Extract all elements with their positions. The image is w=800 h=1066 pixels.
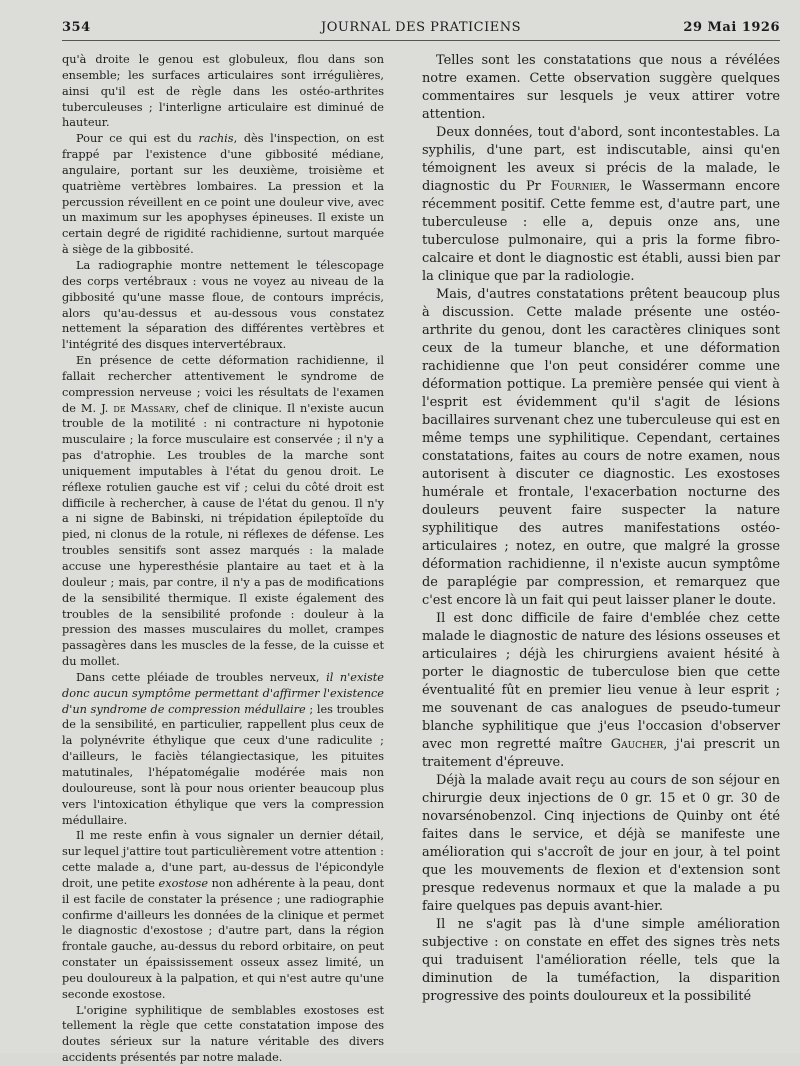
paragraph: qu'à droite le genou est globuleux, flou dans son ensemble; les surfaces articulaires sont irrégulières, ainsi qu'il est de règle dans les ostéo-arthrites tuberculeuses ; l'interligne articulaire est diminué de hauteur. [62, 53, 384, 130]
paragraph: Deux données, tout d'abord, sont incontestables. La syphilis, d'une part, est indiscutable, ainsi qu'en témoignent les aveux si précis de la malade, le diagnostic du Pr Fournier, le Wassermann encore récemment positif. Cette femme est, d'autre part, une tuberculeuse : elle a, depuis onze ans, une tuberculose pulmonaire, qui a pris la forme fibro-calcaire et dont le diagnostic est établi, aussi bien par la clinique que par la radiologie. [422, 125, 780, 284]
author-name: Gaucher [610, 737, 664, 752]
emphasis: exostose [158, 876, 209, 890]
header-rule [62, 40, 780, 41]
page-number: 354 [62, 20, 91, 35]
right-column [422, 52, 780, 1006]
paragraph: Telles sont les constatations que nous a révélées notre examen. Cette observation suggère quelques commentaires sur lesquels je veux attirer votre attention. [422, 53, 780, 122]
paragraph: Déjà la malade avait reçu au cours de son séjour en chirurgie deux injections de 0 gr. 15 et 0 gr. 30 de novarsénobenzol. Cinq injections de Quinby ont été faites dans le service, et déjà se manifeste une amélioration qui s'accroît de jour en jour, à tel point que les mouvements de flexion et d'extension sont presque redevenus normaux et que la malade a pu faire quelques pas depuis avant-hier. [422, 773, 780, 914]
paragraph: Il me reste enfin à vous signaler un dernier détail, sur lequel j'attire tout particulièrement votre attention : cette malade a, d'une part, au-dessus de l'épicondyle droit, une petite exostose non adhérente à la peau, dont il est facile de constater la présence ; une radiographie confirme d'ailleurs les données de la clinique et permet le diagnostic d'exostose ; d'autre part, dans la région frontale gauche, au-dessus du rebord orbitaire, on peut constater un épaississement osseux assez limité, un peu douloureux à la palpation, et qui n'est autre qu'une seconde exostose. [62, 829, 384, 1001]
paragraph: L'origine syphilitique de semblables exostoses est tellement la règle que cette constatation impose des doutes sérieux sur la nature véritable des divers accidents présentés par notre malade. [62, 1003, 384, 1065]
left-column [62, 52, 384, 1066]
emphasis: il n'existe donc aucun symptôme permettant d'affirmer l'existence d'un syndrome de compression médullaire [62, 670, 384, 716]
paragraph: Il ne s'agit pas là d'une simple amélioration subjective : on constate en effet des signes très nets qui traduisent l'amélioration réelle, tels que la diminution de la tuméfaction, la disparition progressive des points douloureux et la possibilité [422, 917, 780, 1004]
paragraph: En présence de cette déformation rachidienne, il fallait rechercher attentivement le syndrome de compression nerveuse ; voici les résultats de l'examen de M. J. de Massary, chef de clinique. Il n'existe aucun trouble de la motilité : ni contracture ni hypotonie musculaire ; la force musculaire est conservée ; il n'y a pas d'atrophie. Les troubles de la marche sont uniquement imputables à l'état du genou droit. Le réflexe rotulien gauche est vif ; celui du côté droit est difficile à rechercher, à cause de l'état du genou. Il n'y a ni signe de Babinski, ni trépidation épileptoïde du pied, ni clonus de la rotule, ni réflexes de défense. Les troubles sensitifs sont assez marqués : la malade accuse une hyperesthésie plantaire au taet et à la douleur ; mais, par contre, il n'y a pas de modifications de la sensibilité thermique. Il existe également des troubles de la sensibilité profonde : douleur à la pression des masses musculaires du mollet, crampes passagères dans les muscles de la fesse, de la cuisse et du mollet. [62, 354, 384, 669]
issue-date: 29 Mai 1926 [683, 20, 780, 35]
author-name: de Massary [113, 401, 176, 415]
paragraph: Il est donc difficile de faire d'emblée chez cette malade le diagnostic de nature des lésions osseuses et articulaires ; déjà les chirurgiens avaient hésité à porter le diagnostic de tuberculose bien que cette éventualité fût en premier lieu venue à leur esprit ; me souvenant de cas analogues de pseudo-tumeur blanche syphilitique que j'eus l'occasion d'observer avec mon regretté maître Gaucher, j'ai prescrit un traitement d'épreuve. [422, 611, 780, 770]
paragraph: Dans cette pléiade de troubles nerveux, il n'existe donc aucun symptôme permettant d'affirmer l'existence d'un syndrome de compression médullaire ; les troubles de la sensibilité, en particulier, rappellent plus ceux de la polynévrite éthylique que ceux d'une radiculite ; d'ailleurs, le faciès télangiectasique, les pituites matutinales, l'hépatomégalie modérée mais non douloureuse, sont là pour nous orienter beaucoup plus vers l'intoxication éthylique que vers la compression médullaire. [62, 670, 384, 827]
emphasis: rachis [198, 132, 234, 146]
paragraph: La radiographie montre nettement le télescopage des corps vertébraux : vous ne voyez au niveau de la gibbosité qu'une masse floue, de contours imprécis, alors qu'au-dessus et au-dessous vous constatez nettement la séparation des différentes vertèbres et l'intégrité des disques intervertébraux. [62, 258, 384, 352]
page-header [62, 20, 780, 42]
paragraph: Pour ce qui est du rachis, dès l'inspection, on est frappé par l'existence d'une gibbosité médiane, angulaire, portant sur les deuxième, troisième et quatrième vertèbres lombaires. La pression et la percussion réveillent en ce point une douleur vive, avec un maximum sur les apophyses épineuses. Il existe un certain degré de rigidité rachidienne, surtout marquée à siège de la gibbosité. [62, 132, 384, 257]
journal-title: JOURNAL DES PRATICIENS [321, 20, 521, 35]
author-name: Fournier [550, 179, 607, 194]
paragraph: Mais, d'autres constatations prêtent beaucoup plus à discussion. Cette malade présente une ostéo-arthrite du genou, dont les caractères cliniques sont ceux de la tumeur blanche, et une déformation rachidienne que l'on peut considérer comme une déformation pottique. La première pensée qui vient à l'esprit est évidemment qu'il s'agit de lésions bacillaires survenant chez une tuberculeuse qui est en même temps une syphilitique. Cependant, certaines constatations, faites au cours de notre examen, nous autorisent à discuter ce diagnostic. Les exostoses humérale et frontale, l'exacerbation nocturne des douleurs peuvent faire suspecter la nature syphilitique des autres manifestations ostéo-articulaires ; notez, en outre, que malgré la grosse déformation rachidienne, il n'existe aucun symptôme de paraplégie par compression, et remarquez que c'est encore là un fait qui peut laisser planer le doute. [422, 287, 780, 608]
